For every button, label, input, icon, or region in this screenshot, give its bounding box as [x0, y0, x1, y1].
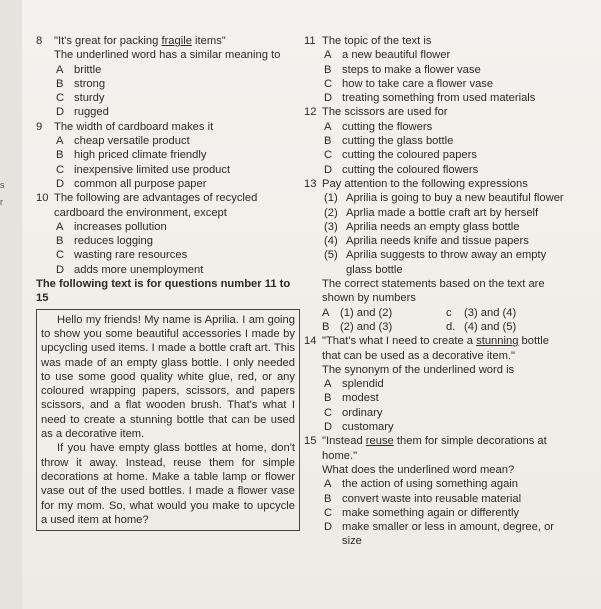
edge-mark: s [0, 180, 5, 190]
statement-text: Aprilia is going to buy a new beautiful flower [346, 192, 564, 205]
option-text: (4) and (5) [464, 320, 517, 333]
option-letter: A [324, 378, 332, 391]
option[interactable] [304, 91, 556, 105]
option-text: treating something from used materials [342, 92, 536, 105]
option-text: common all purpose paper [74, 177, 207, 190]
statement-text: Aprilia suggests to throw away an empty glass bottle [346, 249, 547, 276]
option[interactable] [304, 163, 556, 177]
option-letter: D [56, 263, 65, 276]
option-text: sturdy [74, 92, 105, 105]
option[interactable] [36, 63, 300, 77]
option-text: make smaller or less in amount, degree, or size [342, 521, 555, 548]
question-text-part: The synonym of the underlined word is [322, 363, 515, 376]
option[interactable] [36, 177, 300, 191]
option-text: cutting the coloured papers [342, 149, 477, 162]
question-text-part: What does the underlined word mean? [322, 463, 515, 476]
option[interactable] [304, 391, 556, 405]
option-text: (3) and (4) [464, 306, 517, 319]
underlined-word: stunning [476, 335, 519, 348]
passage-instruction: The following text is for questions number 11 to 15 [36, 278, 291, 305]
option[interactable] [304, 377, 556, 391]
option[interactable] [36, 105, 300, 119]
option-text: cutting the coloured flowers [342, 163, 479, 176]
option-letter: D [324, 421, 333, 434]
statement-text: Aprlia made a bottle craft art by herself [346, 206, 539, 219]
option[interactable] [36, 134, 300, 148]
option-letter: D [56, 106, 65, 119]
option-letter: d. [446, 320, 456, 333]
option[interactable] [36, 148, 300, 162]
option[interactable] [304, 48, 556, 62]
option[interactable] [322, 306, 446, 320]
question-text [54, 34, 300, 63]
question-number: 8 [36, 35, 43, 47]
option-text: make something again or differently [342, 506, 520, 519]
option-text: adds more unemployment [74, 263, 204, 276]
left-column [36, 34, 300, 531]
option-text: increases pollution [74, 220, 167, 233]
option[interactable] [304, 77, 556, 91]
option-letter: B [324, 392, 332, 405]
statement [322, 234, 570, 248]
option[interactable] [36, 234, 300, 248]
question-text-part: bottle that can be used as a decorative item." [322, 335, 549, 362]
option-letter: A [324, 120, 332, 133]
statement-text: Aprilia needs knife and tissue papers [346, 235, 529, 248]
reading-passage [36, 309, 300, 531]
option-letter: B [324, 492, 332, 505]
passage-paragraph: If you have empty glass bottles at home, don't throw it away. Instead, reuse them for simple decorations at home. Make a table lamp or flower vase out of the used bottles. I made a flower vase for my mom. So, what would you make to upcycle a used item at home? [41, 442, 295, 526]
question-text-part: "That's what I need to create a [322, 335, 477, 348]
question-text-part: The correct statements based on the text are shown by numbers [322, 278, 545, 305]
option-text: the action of using something again [342, 478, 519, 491]
option[interactable] [36, 248, 300, 262]
option-text: rugged [74, 106, 109, 119]
option-text: customary [342, 421, 394, 434]
question-text-part: items" [191, 35, 226, 47]
option-text: cutting the flowers [342, 120, 433, 133]
option[interactable] [304, 148, 556, 162]
option[interactable] [304, 406, 556, 420]
option-text: ordinary [342, 406, 383, 419]
option-text: (2) and (3) [340, 320, 393, 333]
statement-number: (4) [324, 235, 338, 248]
option-letter: C [324, 506, 333, 519]
option[interactable] [446, 320, 570, 334]
option-text: strong [74, 77, 106, 90]
option[interactable] [36, 77, 300, 91]
option-letter: B [324, 135, 332, 148]
option-row [322, 306, 570, 320]
question-11 [304, 34, 556, 105]
option-letter: A [56, 63, 64, 76]
question-text: The topic of the text is [322, 35, 432, 47]
question-number: 12 [304, 106, 317, 119]
question-text-part: "It's great for packing [54, 35, 162, 47]
option[interactable] [304, 477, 556, 491]
option-letter: B [56, 235, 64, 248]
option-letter: C [56, 249, 65, 262]
question-8 [36, 34, 300, 120]
underlined-word: fragile [161, 35, 192, 47]
question-13 [304, 177, 564, 334]
option[interactable] [446, 306, 570, 320]
statement [322, 220, 570, 234]
option-letter: A [56, 220, 64, 233]
option-letter: D [324, 521, 333, 534]
question-text [322, 334, 556, 377]
option-letter: B [324, 63, 332, 76]
statement-number: (1) [324, 192, 338, 205]
option-text: how to take care a flower vase [342, 77, 494, 90]
option[interactable] [304, 506, 556, 520]
question-number: 9 [36, 120, 43, 133]
statement [322, 206, 570, 220]
statement-text: Aprilia needs an empty glass bottle [346, 220, 520, 233]
question-10 [36, 191, 300, 277]
option[interactable] [304, 520, 556, 549]
option[interactable] [304, 63, 556, 77]
option-text: wasting rare resources [74, 249, 188, 262]
option-letter: C [56, 92, 65, 105]
question-text-part: them for simple decorations at home." [322, 435, 547, 462]
question-text-part: The underlined word has a similar meaning to [54, 49, 281, 62]
question-text [322, 177, 570, 334]
option-text: reduces logging [74, 235, 153, 248]
option-letter: C [56, 163, 65, 176]
option-text: inexpensive limited use product [74, 163, 231, 176]
question-number: 15 [304, 435, 317, 448]
question-text [322, 434, 556, 477]
page-edge [0, 0, 22, 609]
option-text: (1) and (2) [340, 306, 393, 319]
option-text: cheap versatile product [74, 135, 190, 148]
question-12 [304, 105, 556, 176]
statement-number: (3) [324, 220, 338, 233]
option-letter: B [56, 149, 64, 162]
option-letter: D [56, 177, 65, 190]
option-text: steps to make a flower vase [342, 63, 481, 76]
option[interactable] [304, 420, 556, 434]
option[interactable] [304, 120, 556, 134]
option[interactable] [322, 320, 446, 334]
option[interactable] [36, 163, 300, 177]
option-text: modest [342, 392, 379, 405]
option-letter: c [446, 306, 452, 319]
option-text: splendid [342, 378, 384, 391]
option-row [322, 320, 570, 334]
option-letter: A [324, 49, 332, 62]
question-text: The scissors are used for [322, 106, 448, 119]
question-number: 13 [304, 177, 317, 190]
option-letter: A [322, 306, 330, 319]
option-letter: C [324, 406, 333, 419]
underlined-word: reuse [365, 435, 394, 448]
option-letter: D [324, 92, 333, 105]
question-number: 11 [304, 35, 316, 47]
statement-number: (2) [324, 206, 338, 219]
option-text: convert waste into reusable material [342, 492, 522, 505]
option-letter: A [324, 478, 332, 491]
option[interactable] [36, 220, 300, 234]
option[interactable] [36, 263, 300, 277]
option-letter: A [56, 135, 64, 148]
question-14 [304, 334, 556, 434]
option[interactable] [36, 91, 300, 105]
option-letter: B [56, 77, 64, 90]
question-text-part: Pay attention to the following expressions [322, 177, 528, 190]
option-text: a new beautiful flower [342, 49, 451, 62]
option-letter: C [324, 77, 333, 90]
question-9 [36, 120, 300, 191]
question-15 [304, 434, 556, 548]
option[interactable] [304, 492, 556, 506]
option[interactable] [304, 134, 556, 148]
edge-mark: r [0, 197, 3, 207]
statement-number: (5) [324, 249, 338, 262]
right-column [304, 34, 564, 549]
passage-paragraph: Hello my friends! My name is Aprilia. I am going to show you some beautiful accessories I made by upcycling used items. I made a bottle craft art. This was made of an empty glass bottle. I only needed to use some good quality white glue, red, or any coloured wrapping papers, scissors, and papers scissors, and a flat wooden brush. That's what I need to create a stunning bottle that can be used as a decorative item. [41, 313, 295, 441]
statement [322, 248, 570, 277]
option-text: brittle [74, 63, 102, 76]
option-letter: D [324, 163, 333, 176]
question-text-part: "Instead [322, 435, 366, 448]
option-text: cutting the glass bottle [342, 135, 454, 148]
question-number: 14 [304, 335, 317, 348]
option-text: high priced climate friendly [74, 149, 207, 162]
question-number: 10 [36, 192, 49, 205]
question-text: The following are advantages of recycled cardboard the environment, except [54, 192, 258, 219]
option-letter: B [322, 320, 330, 333]
option-letter: C [324, 149, 333, 162]
question-text: The width of cardboard makes it [54, 120, 214, 133]
statement [322, 191, 570, 205]
